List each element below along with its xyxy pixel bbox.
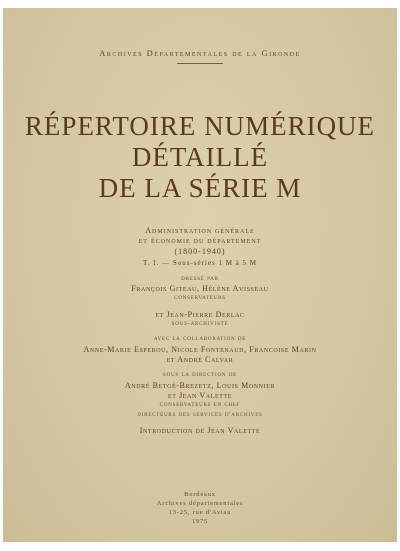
directors-line-2: et Jean Valette — [167, 391, 233, 400]
title-line-2: DÉTAILLÉ — [131, 142, 269, 172]
subtitle-line-2: et économie du département — [138, 236, 262, 245]
dresse-par-label: dressé par — [181, 275, 219, 282]
scan-border-bottom — [0, 542, 400, 551]
directors-role-1: conservateurs en chef — [159, 401, 241, 408]
directors-role-2: directeurs des services d'archives — [137, 411, 263, 418]
title-line-3: DE LA SÉRIE M — [98, 173, 302, 203]
collaboration-label: avec la collaboration de — [153, 335, 247, 342]
scan-border-top — [0, 0, 400, 8]
volume-info: T. I. — Sous-séries 1 M à 5 M — [142, 259, 258, 267]
directors-line-1: André Betgé-Brezetz, Louis Monnier — [124, 381, 276, 390]
authors-role-2: sous-archiviste — [171, 320, 229, 327]
introduction-credit: Introduction de Jean Valette — [139, 426, 261, 435]
publisher-name: Archives départementales — [156, 500, 244, 507]
title-line-1: RÉPERTOIRE NUMÉRIQUE — [24, 111, 376, 141]
header-rule — [177, 63, 223, 64]
authors-line-1: François Giteau, Hélène Avisseau — [131, 284, 269, 293]
publisher-city: Bordeaux — [184, 491, 216, 498]
subtitle-dates: (1800-1940) — [174, 247, 226, 256]
authors-line-2: et Jean-Pierre Derlac — [155, 310, 245, 319]
authors-role-1: conservateurs — [174, 294, 226, 301]
archives-header: Archives Départementales de la Gironde — [99, 48, 301, 58]
collaborators-line-1: Anne-Marie Esperou, Nicole Fontenaud, Francoise Marin — [83, 345, 317, 354]
publisher-address: 13-25, rue d'Aviau — [168, 509, 232, 516]
publication-year: 1975 — [191, 518, 209, 525]
direction-label: sous la direction de — [163, 371, 237, 378]
subtitle-line-1: Administration générale — [145, 226, 255, 235]
collaborators-line-2: et André Calvar — [166, 355, 234, 364]
